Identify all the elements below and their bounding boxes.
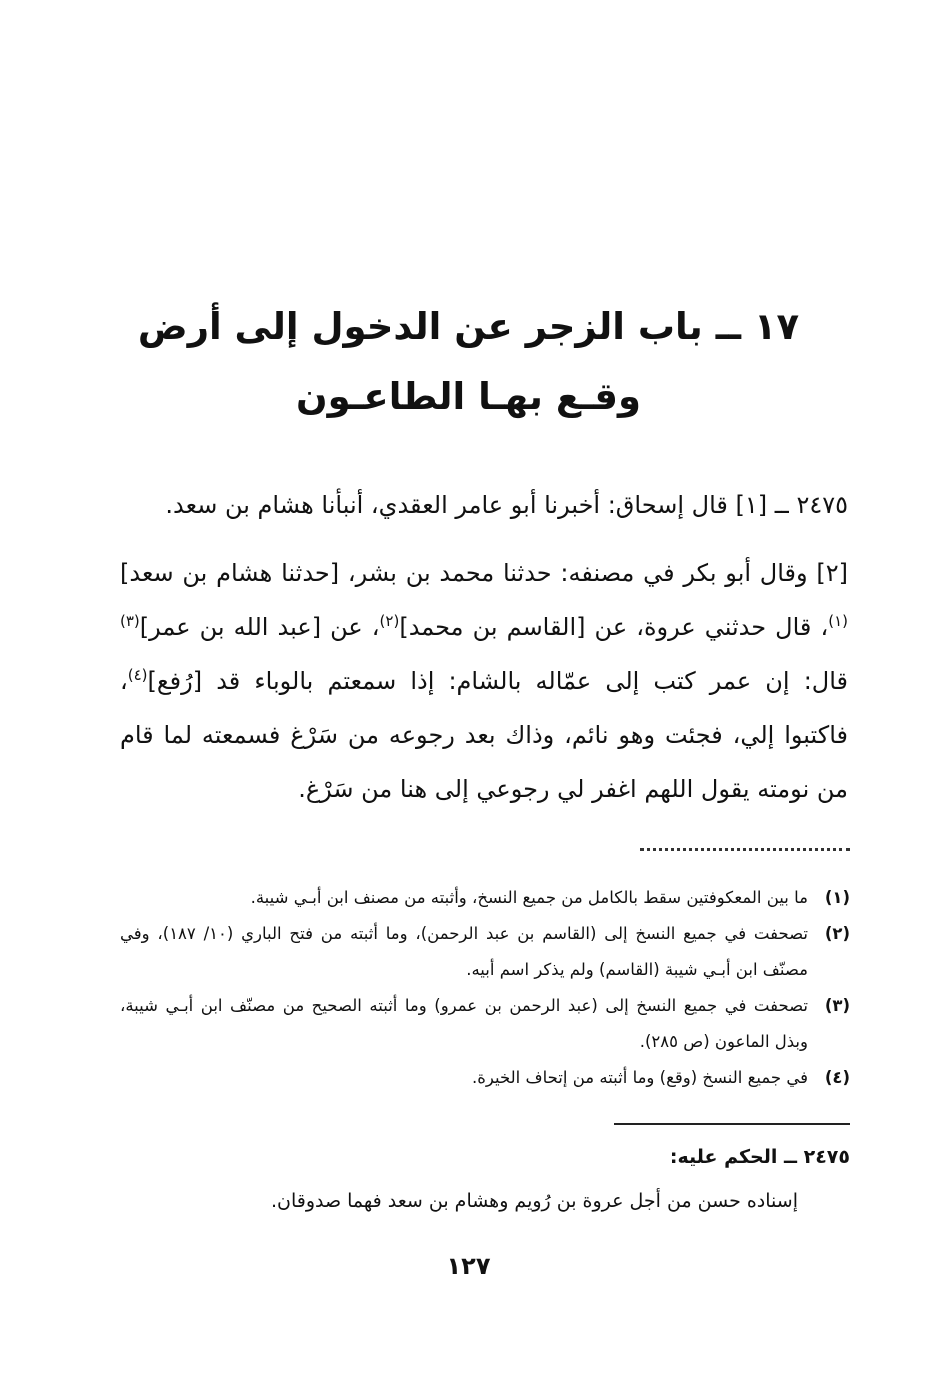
footnote-ref-1: (١) [828,612,849,630]
hadith-segment: ، عن [عبد الله بن عمر] [139,613,380,641]
footnote-item [120,1060,850,1096]
hadith-text [120,478,848,830]
hadith-segment: ، فاكتبوا إلي، فجئت وهو نائم، وذاك بعد رجوعه من سَرْغ فسمعته لما قام من نومته يقول اللهم اغفر لي رجوعي إلى هنا من سَرْغ. [120,667,848,803]
chapter-title-line-1: ١٧ ــ باب الزجر عن الدخول إلى أرض [137,305,800,348]
footnote-number: (٢) [824,924,850,943]
page-number: ١٢٧ [446,1252,491,1280]
hadith-segment: قال: إن عمر كتب إلى عمّاله بالشام: إذا سمعتم بالوباء قد [رُفع] [147,667,848,695]
chapter-title-line-2: وقـع بهـا الطاعـون [296,375,641,418]
footnote-ref-3: (٣) [120,612,140,630]
footnote-number: (٣) [824,996,850,1015]
footnote-separator [640,848,850,851]
footnote-text: ما بين المعكوفتين سقط بالكامل من جميع النسخ، وأثبته من مصنف ابن أبـي شيبة. [250,888,808,907]
footnote-item [120,988,850,1060]
footnote-text: تصحفت في جميع النسخ إلى (عبد الرحمن بن عمرو) وما أثبته الصحيح من مصنّف ابن أبـي شيبة، وبذل الماعون (ص ٢٨٥). [120,996,808,1051]
footnote-item [120,880,850,916]
footnote-number: (١) [824,888,850,907]
ruling-text: إسناده حسن من أجل عروة بن رُويم وهشام بن سعد فهما صدوقان. [270,1190,798,1212]
ruling-heading: ٢٤٧٥ ــ الحكم عليه: [669,1146,850,1168]
footnote-number: (٤) [824,1068,850,1087]
footnote-text: تصحفت في جميع النسخ إلى (القاسم بن عبد الرحمن)، وما أثبته من فتح الباري (١٠/ ١٨٧)، وفي مصنّف ابن أبـي شيبة (القاسم) ولم يذكر اسم أبيه. [120,924,809,979]
hadith-paragraph-2 [120,546,848,816]
footnote-ref-4: (٤) [127,666,148,684]
chapter-title [120,292,817,432]
footnote-text: في جميع النسخ (وقع) وما أثبته من إتحاف الخيرة. [472,1068,808,1087]
footnote-item [120,916,850,988]
hadith-segment: [٢] وقال أبو بكر في مصنفه: حدثنا محمد بن بشر، [حدثنا هشام بن سعد] [120,559,848,587]
hadith-segment: ، قال حدثني عروة، عن [القاسم بن محمد] [399,613,829,641]
footnote-ref-2: (٢) [379,612,400,630]
ruling-divider [614,1123,850,1125]
ruling-section [120,1135,850,1223]
hadith-paragraph-1: ٢٤٧٥ ــ [١] قال إسحاق: أخبرنا أبو عامر العقدي، أنبأنا هشام بن سعد. [165,491,848,519]
footnotes [120,880,850,1096]
